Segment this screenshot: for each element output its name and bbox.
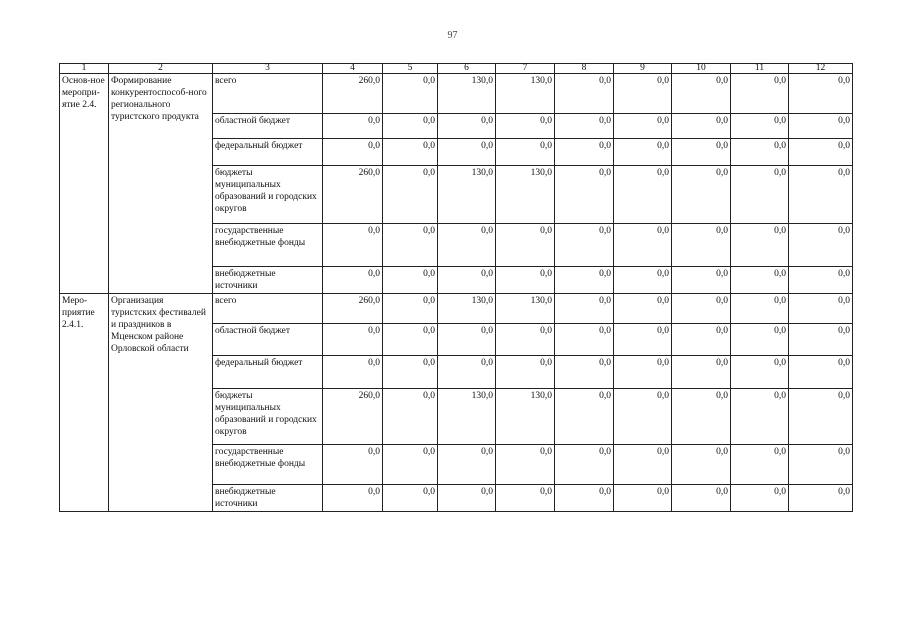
value-cell: 0,0 bbox=[789, 224, 853, 267]
value-cell: 0,0 bbox=[438, 267, 496, 294]
funding-source: областной бюджет bbox=[213, 324, 323, 356]
funding-source: федеральный бюджет bbox=[213, 139, 323, 166]
value-cell: 0,0 bbox=[383, 139, 438, 166]
header-row bbox=[60, 64, 853, 74]
value-cell: 0,0 bbox=[731, 389, 789, 445]
value-cell: 0,0 bbox=[383, 324, 438, 356]
value-cell: 0,0 bbox=[789, 485, 853, 512]
value-cell: 0,0 bbox=[672, 114, 731, 139]
value-cell: 0,0 bbox=[789, 74, 853, 114]
value-cell: 260,0 bbox=[323, 294, 383, 324]
value-cell: 0,0 bbox=[383, 267, 438, 294]
funding-source: бюджеты муниципальных образований и городских округов bbox=[213, 389, 323, 445]
value-cell: 0,0 bbox=[731, 114, 789, 139]
value-cell: 0,0 bbox=[438, 356, 496, 389]
value-cell: 0,0 bbox=[614, 324, 672, 356]
col-header: 8 bbox=[555, 64, 614, 74]
value-cell: 0,0 bbox=[383, 445, 438, 485]
value-cell: 0,0 bbox=[323, 267, 383, 294]
budget-table bbox=[59, 63, 853, 512]
value-cell: 0,0 bbox=[672, 166, 731, 224]
value-cell: 0,0 bbox=[496, 356, 555, 389]
value-cell: 0,0 bbox=[672, 324, 731, 356]
value-cell: 0,0 bbox=[672, 74, 731, 114]
value-cell: 0,0 bbox=[323, 224, 383, 267]
value-cell: 0,0 bbox=[323, 445, 383, 485]
value-cell: 130,0 bbox=[438, 389, 496, 445]
value-cell: 0,0 bbox=[614, 445, 672, 485]
value-cell: 0,0 bbox=[614, 139, 672, 166]
value-cell: 0,0 bbox=[614, 485, 672, 512]
value-cell: 0,0 bbox=[731, 294, 789, 324]
value-cell: 0,0 bbox=[789, 324, 853, 356]
value-cell: 0,0 bbox=[614, 389, 672, 445]
value-cell: 0,0 bbox=[323, 356, 383, 389]
value-cell: 0,0 bbox=[614, 267, 672, 294]
value-cell: 0,0 bbox=[731, 166, 789, 224]
col-header: 11 bbox=[731, 64, 789, 74]
funding-source: областной бюджет bbox=[213, 114, 323, 139]
value-cell: 0,0 bbox=[383, 74, 438, 114]
value-cell: 0,0 bbox=[496, 114, 555, 139]
value-cell: 0,0 bbox=[614, 74, 672, 114]
col-header: 6 bbox=[438, 64, 496, 74]
value-cell: 130,0 bbox=[438, 74, 496, 114]
value-cell: 0,0 bbox=[731, 485, 789, 512]
value-cell: 0,0 bbox=[438, 445, 496, 485]
value-cell: 130,0 bbox=[438, 166, 496, 224]
value-cell: 0,0 bbox=[789, 166, 853, 224]
value-cell: 0,0 bbox=[614, 224, 672, 267]
value-cell: 130,0 bbox=[496, 74, 555, 114]
col-header: 1 bbox=[60, 64, 109, 74]
funding-source: бюджеты муниципальных образований и городских округов bbox=[213, 166, 323, 224]
value-cell: 0,0 bbox=[438, 139, 496, 166]
value-cell: 0,0 bbox=[323, 139, 383, 166]
funding-source: государственные внебюджетные фонды bbox=[213, 224, 323, 267]
col-header: 3 bbox=[213, 64, 323, 74]
value-cell: 0,0 bbox=[672, 139, 731, 166]
value-cell: 0,0 bbox=[672, 485, 731, 512]
value-cell: 0,0 bbox=[555, 224, 614, 267]
page-number: 97 bbox=[447, 30, 458, 41]
value-cell: 0,0 bbox=[672, 267, 731, 294]
value-cell: 130,0 bbox=[496, 294, 555, 324]
value-cell: 0,0 bbox=[383, 294, 438, 324]
value-cell: 0,0 bbox=[383, 114, 438, 139]
value-cell: 130,0 bbox=[438, 294, 496, 324]
value-cell: 0,0 bbox=[555, 139, 614, 166]
table-row bbox=[60, 294, 853, 324]
value-cell: 0,0 bbox=[555, 166, 614, 224]
col-header: 7 bbox=[496, 64, 555, 74]
value-cell: 0,0 bbox=[731, 224, 789, 267]
value-cell: 0,0 bbox=[555, 356, 614, 389]
value-cell: 0,0 bbox=[789, 445, 853, 485]
value-cell: 0,0 bbox=[789, 389, 853, 445]
col-header: 2 bbox=[109, 64, 213, 74]
value-cell: 0,0 bbox=[555, 324, 614, 356]
measure-title: Организация туристских фестивалей и праздников в Мценском районе Орловской области bbox=[109, 294, 213, 512]
value-cell: 0,0 bbox=[323, 114, 383, 139]
value-cell: 0,0 bbox=[383, 485, 438, 512]
value-cell: 0,0 bbox=[731, 267, 789, 294]
value-cell: 0,0 bbox=[789, 139, 853, 166]
value-cell: 0,0 bbox=[614, 166, 672, 224]
col-header: 9 bbox=[614, 64, 672, 74]
funding-source: внебюджетные источники bbox=[213, 485, 323, 512]
value-cell: 0,0 bbox=[789, 294, 853, 324]
funding-source: государственные внебюджетные фонды bbox=[213, 445, 323, 485]
value-cell: 260,0 bbox=[323, 166, 383, 224]
value-cell: 0,0 bbox=[496, 485, 555, 512]
value-cell: 0,0 bbox=[496, 324, 555, 356]
col-header: 5 bbox=[383, 64, 438, 74]
value-cell: 0,0 bbox=[555, 74, 614, 114]
value-cell: 0,0 bbox=[383, 166, 438, 224]
value-cell: 0,0 bbox=[438, 224, 496, 267]
funding-source: федеральный бюджет bbox=[213, 356, 323, 389]
value-cell: 0,0 bbox=[672, 224, 731, 267]
value-cell: 0,0 bbox=[789, 267, 853, 294]
value-cell: 0,0 bbox=[614, 356, 672, 389]
value-cell: 0,0 bbox=[614, 114, 672, 139]
value-cell: 0,0 bbox=[731, 324, 789, 356]
value-cell: 0,0 bbox=[438, 485, 496, 512]
value-cell: 0,0 bbox=[731, 74, 789, 114]
value-cell: 0,0 bbox=[438, 324, 496, 356]
value-cell: 0,0 bbox=[672, 294, 731, 324]
value-cell: 0,0 bbox=[383, 224, 438, 267]
value-cell: 0,0 bbox=[323, 485, 383, 512]
value-cell: 0,0 bbox=[614, 294, 672, 324]
value-cell: 260,0 bbox=[323, 389, 383, 445]
value-cell: 0,0 bbox=[555, 267, 614, 294]
value-cell: 0,0 bbox=[731, 139, 789, 166]
measure-code: Меро-приятие 2.4.1. bbox=[60, 294, 109, 512]
value-cell: 0,0 bbox=[496, 224, 555, 267]
col-header: 4 bbox=[323, 64, 383, 74]
value-cell: 130,0 bbox=[496, 389, 555, 445]
value-cell: 0,0 bbox=[496, 139, 555, 166]
value-cell: 0,0 bbox=[496, 267, 555, 294]
value-cell: 0,0 bbox=[555, 445, 614, 485]
value-cell: 0,0 bbox=[731, 445, 789, 485]
value-cell: 0,0 bbox=[555, 114, 614, 139]
col-header: 12 bbox=[789, 64, 853, 74]
col-header: 10 bbox=[672, 64, 731, 74]
value-cell: 0,0 bbox=[555, 294, 614, 324]
value-cell: 0,0 bbox=[555, 389, 614, 445]
value-cell: 260,0 bbox=[323, 74, 383, 114]
value-cell: 0,0 bbox=[555, 485, 614, 512]
measure-code: Основ-ное меропри-ятие 2.4. bbox=[60, 74, 109, 294]
value-cell: 0,0 bbox=[496, 445, 555, 485]
value-cell: 0,0 bbox=[789, 114, 853, 139]
value-cell: 0,0 bbox=[672, 445, 731, 485]
funding-source: внебюджетные источники bbox=[213, 267, 323, 294]
table-row bbox=[60, 74, 853, 114]
value-cell: 0,0 bbox=[438, 114, 496, 139]
value-cell: 0,0 bbox=[383, 389, 438, 445]
value-cell: 0,0 bbox=[672, 356, 731, 389]
measure-title: Формирование конкурентоспособ-ного регионального туристского продукта bbox=[109, 74, 213, 294]
value-cell: 0,0 bbox=[383, 356, 438, 389]
value-cell: 0,0 bbox=[323, 324, 383, 356]
value-cell: 0,0 bbox=[789, 356, 853, 389]
value-cell: 130,0 bbox=[496, 166, 555, 224]
value-cell: 0,0 bbox=[672, 389, 731, 445]
funding-source: всего bbox=[213, 294, 323, 324]
table-body bbox=[60, 74, 853, 512]
value-cell: 0,0 bbox=[731, 356, 789, 389]
funding-source: всего bbox=[213, 74, 323, 114]
